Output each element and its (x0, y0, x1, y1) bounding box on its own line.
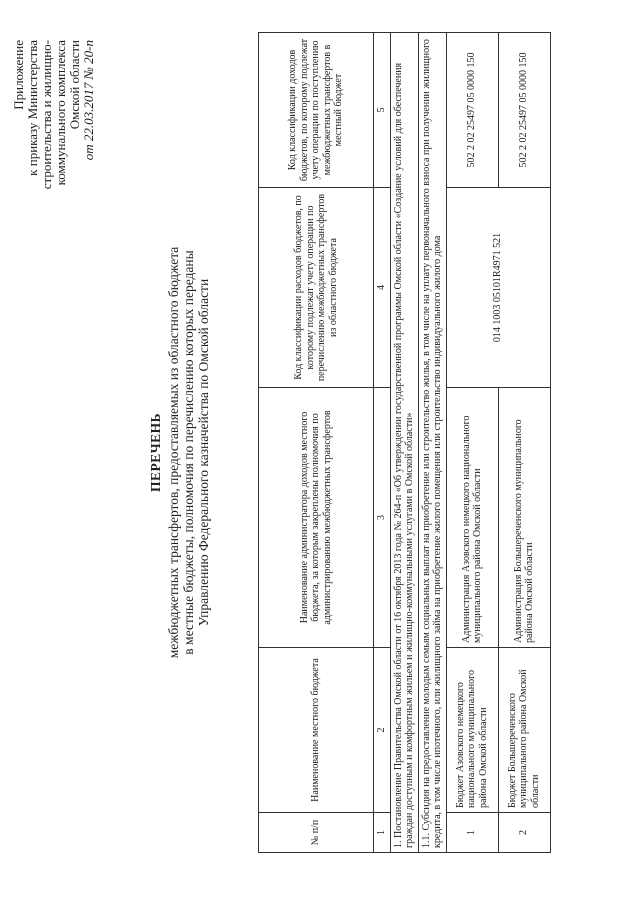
section-1-text: 1. Постановление Правительства Омской области от 16 октября 2013 года № 264-п «Об утверждении государственной программы Омской области «Создание условий для обеспечения граждан доступным и комфортным жильем и жилищно-коммунальными услугами в Омской области» (390, 33, 418, 853)
header-number: № п/п (259, 813, 374, 853)
section-1-1-text: 1.1. Субсидия на предоставление молодым семьям социальных выплат на приобретение или строительство жилья, в том числе на уплату первоначального взноса при получении жилищного кредита, в том числе ипотечного, или жилищного займа на приобретение жилого помещения или строительство индивидуального жилого дома (418, 33, 446, 853)
section-row (390, 33, 418, 853)
column-number: 1 (374, 813, 391, 853)
title-line: в местные бюджеты, полномочия по перечислению которых переданы (181, 250, 196, 655)
header-expense-code: Код классификации расходов бюджетов, по которому подлежат учету операции по перечислению межбюджетных трансфертов из областного бюджета (259, 188, 374, 388)
header-income-code: Код классификации доходов бюджетов, по которому подлежат учету операции по поступлению межбюджетных трансфертов в местный бюджет (259, 33, 374, 188)
title-line: Управлению Федерального казначейства по Омской области (196, 278, 211, 627)
column-number: 4 (374, 188, 391, 388)
document-title (148, 0, 211, 905)
row-budget-name: Бюджет Азовского немецкого национального муниципального района Омской области (446, 648, 498, 813)
appendix-line: Приложение (11, 40, 26, 110)
row-admin-name: Администрация Азовского немецкого национального муниципального района Омской области (446, 388, 498, 648)
row-budget-name: Бюджет Большереченского муниципального района Омской области (498, 648, 550, 813)
appendix-line: Омской области (67, 40, 82, 130)
row-number: 1 (446, 813, 498, 853)
column-number: 2 (374, 648, 391, 813)
table-row (446, 33, 498, 853)
table-row (498, 33, 550, 853)
row-income-code: 502 2 02 25497 05 0000 150 (446, 33, 498, 188)
appendix-date-number: от 22.03.2017 № 20-п (81, 40, 96, 161)
expense-code-cell: 014 1003 05101R4971 521 (446, 188, 550, 388)
row-admin-name: Администрация Большереченского муниципального района Омской области (498, 388, 550, 648)
column-number-row (374, 33, 391, 853)
row-number: 2 (498, 813, 550, 853)
row-income-code: 502 2 02 25497 05 0000 150 (498, 33, 550, 188)
header-budget-name: Наименование местного бюджета (259, 648, 374, 813)
appendix-line: к приказу Министерства (25, 40, 40, 176)
column-number: 3 (374, 388, 391, 648)
subsection-row (418, 33, 446, 853)
header-admin-name: Наименование администратора доходов местного бюджета, за которым закреплены полномочия по администрированию межбюджетных трансфертов (259, 388, 374, 648)
title-heading: ПЕРЕЧЕНЬ (148, 412, 163, 493)
appendix-line: строительства и жилищно- (39, 40, 54, 190)
title-line: межбюджетных трансфертов, предоставляемых из областного бюджета (166, 246, 181, 659)
table-header-row (259, 33, 374, 853)
appendix-line: коммунального комплекса (53, 40, 68, 186)
transfers-table (258, 32, 551, 853)
column-number: 5 (374, 33, 391, 188)
appendix-note (12, 40, 96, 240)
